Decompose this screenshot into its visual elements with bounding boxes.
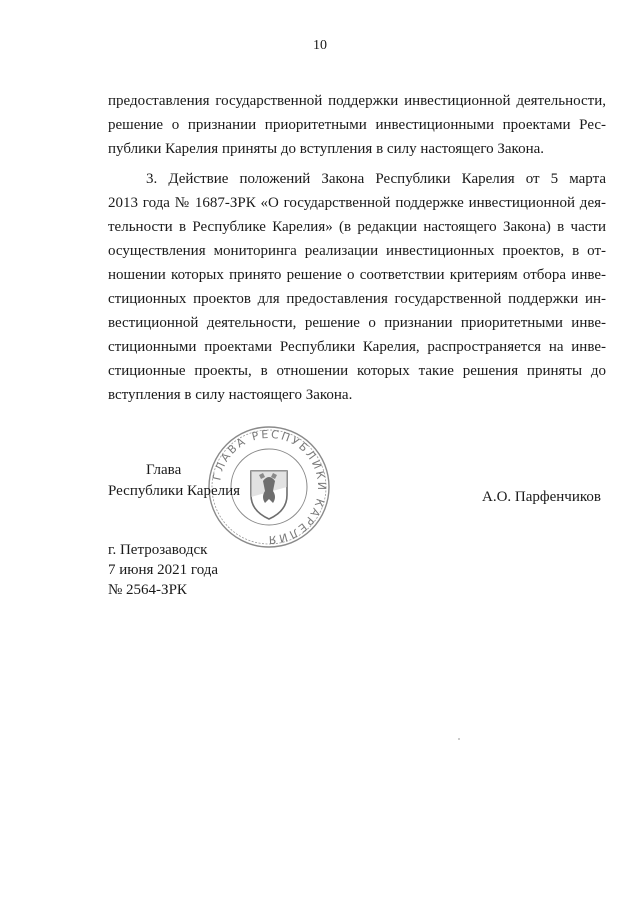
text-line: решение о признании приоритетными инвестиционными проектами Рес-: [108, 117, 606, 133]
text-line: осуществления мониторинга реализации инвестиционных проектов, в от-: [108, 243, 606, 259]
text-line: вестиционной деятельности, решение о признании приоритетными инве-: [108, 315, 606, 331]
law-number: № 2564-ЗРК: [108, 582, 187, 598]
page-number: 10: [313, 38, 327, 53]
text-line: стиционные проекты, в отношении которых такие решения приняты до: [108, 363, 606, 379]
place-date-number: [108, 540, 218, 600]
signatory-name: А.О. Парфенчиков: [482, 489, 601, 505]
text-line: предоставления государственной поддержки инвестиционной деятельности,: [108, 93, 606, 109]
text-line: 3. Действие положений Закона Республики Карелия от 5 марта: [146, 171, 606, 187]
svg-text:ГЛАВА РЕСПУБЛИКИ КАРЕЛИЯ: ГЛАВА РЕСПУБЛИКИ КАРЕЛИЯ: [210, 427, 329, 547]
city: г. Петрозаводск: [108, 542, 208, 558]
text-line: тельности в Республике Карелия» (в редакции настоящего Закона) в части: [108, 219, 606, 235]
paragraph-continuation: [108, 89, 606, 161]
signature-title: Глава: [146, 462, 182, 478]
text-line: 2013 года № 1687-ЗРК «О государственной поддержке инвестиционной дея-: [108, 195, 606, 211]
signature-title: Республики Карелия: [108, 483, 241, 499]
text-line: стиционными проектами Республики Карелия, распространяется на инве-: [108, 339, 606, 355]
text-line: публики Карелия приняты до вступления в силу настоящего Закона.: [108, 141, 545, 157]
text-line: ношении которых принято решение о соответствии критериям отбора инве-: [108, 267, 606, 283]
text-line: стиционных проектов для предоставления государственной поддержки ин-: [108, 291, 606, 307]
paragraph-item-3: [108, 167, 606, 407]
text-line: вступления в силу настоящего Закона.: [108, 387, 353, 403]
scan-speck: [458, 738, 460, 740]
law-date: 7 июня 2021 года: [108, 562, 219, 578]
